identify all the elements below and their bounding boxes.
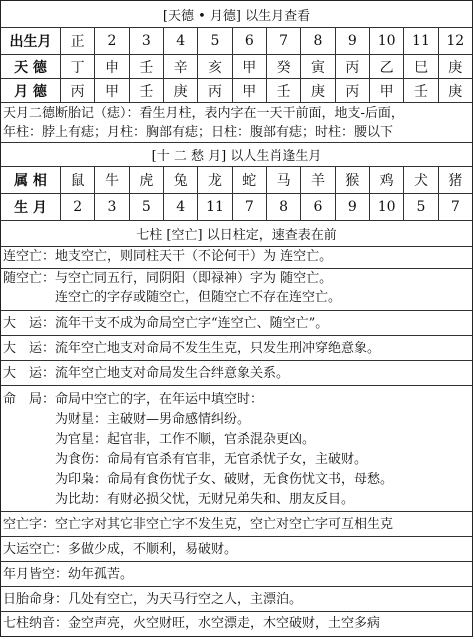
tiande-yuede-header	[1, 1, 472, 28]
cell: 5	[198, 28, 232, 54]
rule-text: 为比劫：有财必损父忧，无财兄弟失和、朋友反目。	[3, 492, 355, 507]
cell: 羊	[301, 167, 335, 193]
rule-text: 大 运：流年干支不成为命局空亡字“连空亡、随空亡”。	[3, 316, 329, 331]
cell: 8	[301, 28, 335, 54]
cell: 牛	[95, 167, 129, 193]
tiande-grid	[1, 55, 472, 78]
rule-text: 日胎命身：几处有空亡，为天马行空之人，主漂泊。	[3, 592, 303, 607]
text-row	[1, 269, 472, 311]
mingju-block	[1, 386, 472, 512]
cell: 虎	[130, 167, 164, 193]
cell: 12	[446, 33, 465, 49]
cell: 丙	[61, 79, 95, 102]
row-label: 生 月	[1, 194, 61, 220]
rule-text: 空亡字：空亡字对其它非空亡字不发生克，空亡对空亡字可互相生克	[3, 517, 394, 532]
birthmonth-grid	[1, 194, 472, 220]
cell: 5	[130, 194, 164, 220]
cell: 乙	[370, 55, 404, 78]
birthmonth-row	[1, 194, 472, 221]
zodiac-row	[1, 167, 472, 194]
cell: 壬	[130, 55, 164, 78]
cell: 甲	[95, 79, 129, 102]
cell: 甲	[370, 79, 404, 102]
note-text: 天月二德断胎记（痣）：看生月柱，表内字在一天干前面，地支-后面，	[3, 106, 404, 121]
cell: 猴	[336, 167, 370, 193]
cell: 9	[336, 194, 370, 220]
rule-text: 大 运：流年空亡地支对命局发生合绊意象关系。	[3, 366, 290, 381]
cell: 猪	[448, 173, 463, 189]
kongwang-header	[1, 221, 472, 247]
cell: 癸	[267, 55, 301, 78]
text-row	[1, 361, 472, 386]
text-row	[1, 587, 472, 612]
rule-text: 大 运：流年空亡地支对命局不发生生克，只发生刑冲穿绝意象。	[3, 341, 381, 356]
text-row	[1, 247, 472, 269]
text-row	[1, 562, 472, 587]
cell: 壬	[267, 79, 301, 102]
cell: 7	[267, 28, 301, 54]
text-row	[1, 512, 472, 537]
cell: 6	[301, 194, 335, 220]
rule-text: 连空亡：地支空亡，则同柱天干（不论何干）为 连空亡。	[3, 249, 333, 264]
section-title: [十 二 愁 月] 以人生肖逢生月	[151, 149, 322, 164]
cell: 3	[130, 28, 164, 54]
cell: 11	[198, 194, 232, 220]
cell: 10	[370, 28, 404, 54]
cell: 兔	[164, 167, 198, 193]
cell: 辛	[164, 55, 198, 78]
cell: 申	[95, 55, 129, 78]
cell: 庚	[164, 79, 198, 102]
chou-yue-header	[1, 143, 472, 167]
cell: 巳	[404, 55, 438, 78]
row-label: 出生月	[1, 28, 61, 54]
cell: 鸡	[370, 167, 404, 193]
cell: 寅	[301, 55, 335, 78]
text-row	[1, 311, 472, 336]
text-row	[1, 537, 472, 562]
cell: 2	[95, 28, 129, 54]
cell: 11	[404, 28, 438, 54]
row-label: 月 德	[1, 79, 61, 102]
rule-text: 大运空亡：多做少成，不顺利，易破财。	[3, 542, 238, 557]
rule-text: 为财星：主破财—男命感情纠纷。	[3, 412, 251, 427]
cell: 蛇	[233, 167, 267, 193]
cell: 3	[95, 194, 129, 220]
text-row	[1, 612, 472, 636]
cell: 丙	[336, 79, 370, 102]
cell: 2	[61, 194, 95, 220]
note-text: 年柱：脖上有痣；月柱：胸部有痣；日柱：腹部有痣；时柱：腰以下	[3, 125, 394, 140]
cell: 壬	[130, 79, 164, 102]
rule-text: 为印枭：命局有食伤忧子女、破财，无食伤忧文书，母愁。	[3, 472, 394, 487]
cell: 犬	[404, 167, 438, 193]
row-label: 属 相	[1, 167, 61, 193]
rule-text: 年月皆空：幼年孤苦。	[3, 567, 134, 582]
zodiac-grid	[1, 167, 472, 193]
cell: 丙	[198, 79, 232, 102]
cell: 龙	[198, 167, 232, 193]
rule-text: 七柱纳音：金空声亮，火空财旺，水空漂走，木空破财，土空多病	[3, 616, 381, 631]
cell: 亥	[198, 55, 232, 78]
cell: 4	[164, 28, 198, 54]
cell: 7	[233, 194, 267, 220]
rule-text: 为官星：起官非，工作不顺，官杀混杂更凶。	[3, 432, 316, 447]
months-row	[1, 28, 472, 55]
cell: 4	[164, 194, 198, 220]
cell: 壬	[404, 79, 438, 102]
cell: 10	[370, 194, 404, 220]
cell: 甲	[233, 55, 267, 78]
rule-text: 命 局：命局中空亡的字，在年运中填空时：	[3, 392, 264, 407]
yuede-grid	[1, 79, 472, 102]
birthmark-note	[1, 103, 472, 143]
yuede-row	[1, 79, 472, 103]
cell: 7	[450, 199, 460, 215]
cell: 庚	[301, 79, 335, 102]
section-title: 七柱 [空亡] 以日柱定，速查表在前	[136, 228, 337, 243]
cell: 庚	[448, 59, 463, 76]
text-row	[1, 336, 472, 361]
cell: 正	[61, 28, 95, 54]
cell: 8	[267, 194, 301, 220]
cell: 6	[233, 28, 267, 54]
rule-text: 为食伤：命局有官杀有官非，无官杀忧子女，主破财。	[3, 452, 368, 467]
tiande-row	[1, 55, 472, 79]
cell: 甲	[233, 79, 267, 102]
cell: 丙	[336, 55, 370, 78]
months-grid	[1, 28, 472, 54]
row-label: 天 德	[1, 55, 61, 78]
cell: 丁	[61, 55, 95, 78]
cell: 马	[267, 167, 301, 193]
cell: 5	[404, 194, 438, 220]
section-title: [天德 • 月德] 以生月查看	[162, 8, 311, 24]
cell: 9	[336, 28, 370, 54]
cell: 庚	[448, 83, 463, 100]
cell: 鼠	[61, 167, 95, 193]
rule-text: 随空亡：与空亡同五行，同阴阳（即禄神）字为 随空亡。	[3, 271, 333, 286]
rule-text: 连空亡的字存或随空亡，但随空亡不存在连空亡。	[3, 290, 342, 305]
